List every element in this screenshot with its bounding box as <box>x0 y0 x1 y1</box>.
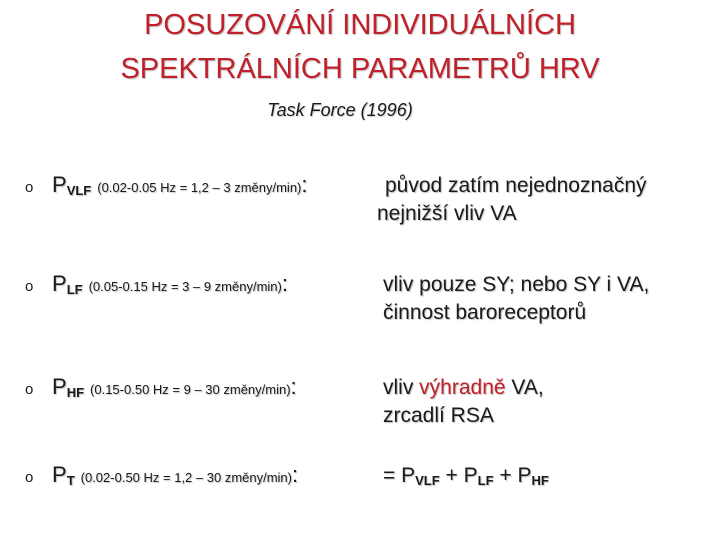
parameter-subscript: LF <box>66 282 83 297</box>
parameter-symbol: P <box>52 374 67 399</box>
highlighted-text: výhradně <box>419 376 506 399</box>
parameter-description <box>377 172 647 229</box>
equation-subscript: VLF <box>415 473 440 488</box>
description-line-1: vliv pouze SY; nebo SY i VA, <box>383 273 650 296</box>
parameter-symbol: P <box>52 271 67 296</box>
equation-term: + P <box>493 464 532 487</box>
parameter-subscript: HF <box>66 385 85 400</box>
frequency-range: (0.02-0.05 Hz = 1,2 – 3 změny/min) <box>97 180 302 195</box>
equation-subscript: LF <box>477 473 494 488</box>
parameter-label <box>52 462 298 488</box>
bullet-icon: o <box>25 278 34 295</box>
parameter-label <box>52 271 288 297</box>
equation-term: + P <box>439 464 478 487</box>
equation-subscript: HF <box>531 473 549 488</box>
colon: : <box>301 172 308 197</box>
description-line-1 <box>383 374 544 402</box>
colon: : <box>292 462 299 487</box>
description-text: VA, <box>505 376 544 399</box>
parameter-label <box>52 374 297 400</box>
parameter-symbol: P <box>52 172 67 197</box>
parameter-subscript: T <box>66 473 75 488</box>
slide-title-line-2: SPEKTRÁLNÍCH PARAMETRŮ HRV <box>120 53 600 85</box>
colon: : <box>281 271 288 296</box>
bullet-icon: o <box>25 469 34 486</box>
frequency-range: (0.02-0.50 Hz = 1,2 – 30 změny/min) <box>80 470 292 485</box>
frequency-range: (0.15-0.50 Hz = 9 – 30 změny/min) <box>90 382 291 397</box>
parameter-subscript: VLF <box>66 183 92 198</box>
total-power-equation <box>383 462 549 490</box>
bullet-icon: o <box>25 381 34 398</box>
description-line-2: nejnižší vliv VA <box>377 202 517 226</box>
equation-term: = P <box>383 464 416 487</box>
colon: : <box>290 374 297 399</box>
frequency-range: (0.05-0.15 Hz = 3 – 9 změny/min) <box>88 279 282 294</box>
parameter-label <box>52 172 308 198</box>
parameter-symbol: P <box>52 462 67 487</box>
slide-title-line-1: POSUZOVÁNÍ INDIVIDUÁLNÍCH <box>144 9 576 41</box>
slide-subtitle: Task Force (1996) <box>267 100 413 120</box>
bullet-icon: o <box>25 179 34 196</box>
description-line-2: zrcadlí RSA <box>383 404 494 428</box>
parameter-description <box>383 271 649 328</box>
description-line-2: činnost baroreceptorů <box>383 301 587 325</box>
description-text: vliv <box>383 376 420 399</box>
parameter-description <box>383 374 544 431</box>
description-line-1: původ zatím nejednoznačný <box>385 174 647 197</box>
